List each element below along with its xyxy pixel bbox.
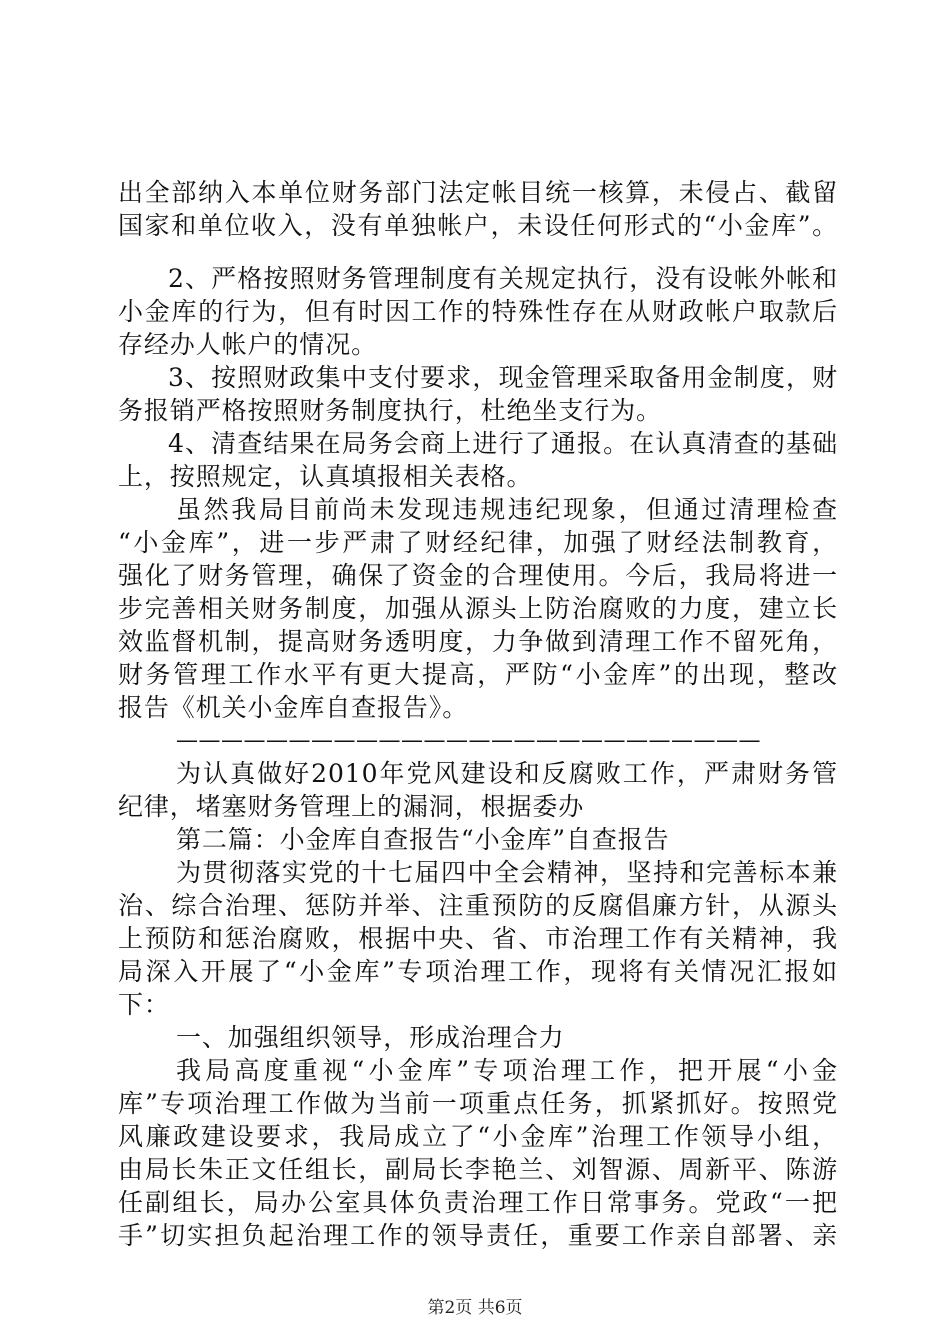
text-line: 强化了财务管理，确保了资金的合理使用。今后，我局将进一 [118, 561, 838, 590]
paragraph-start: 2、严格按照财务管理制度有关规定执行，没有设帐外帐和 [168, 264, 838, 293]
text-line: 任副组长，局办公室具体负责治理工作日常事务。党政“一把 [118, 1188, 838, 1217]
text-line: 上预防和惩治腐败，根据中央、省、市治理工作有关精神，我 [118, 924, 838, 953]
text-line: 国家和单位收入，没有单独帐户，未设任何形式的“小金库”。 [118, 211, 838, 240]
text-line: 报告《机关小金库自查报告》。 [118, 693, 469, 722]
text-line: 上，按照规定，认真填报相关表格。 [118, 462, 533, 491]
paragraph-gap [118, 242, 838, 262]
paragraph-start: 为认真做好2010年党风建设和反腐败工作，严肃财务管 [176, 759, 838, 788]
paragraph-start: 3、按照财政集中支付要求，现金管理采取备用金制度，财 [168, 363, 838, 392]
text-line: 纪律，堵塞财务管理上的漏洞，根据委办 [118, 792, 585, 821]
document-body [118, 176, 838, 1252]
text-line: 由局长朱正文任组长，副局长李艳兰、刘智源、周新平、陈游 [118, 1155, 838, 1184]
text-line: 库”专项治理工作做为当前一项重点任务，抓紧抓好。按照党 [118, 1089, 838, 1118]
subsection-heading: 一、加强组织领导，形成治理合力 [176, 1023, 565, 1052]
text-line: 风廉政建设要求，我局成立了“小金库”治理工作领导小组， [118, 1122, 838, 1151]
paragraph-start: 我局高度重视“小金库”专项治理工作，把开展“小金 [176, 1056, 838, 1085]
text-line: 步完善相关财务制度，加强从源头上防治腐败的力度，建立长 [118, 594, 838, 623]
page-number-footer: 第2页 共6页 [427, 1298, 523, 1318]
text-line: 治、综合治理、惩防并举、注重预防的反腐倡廉方针，从源头 [118, 891, 838, 920]
text-line: 存经办人帐户的情况。 [118, 330, 378, 359]
separator-line: —————————————————————————— [176, 728, 761, 753]
text-line: 局深入开展了“小金库”专项治理工作，现将有关情况汇报如 [118, 957, 838, 986]
paragraph-start: 4、清查结果在局务会商上进行了通报。在认真清查的基础 [168, 429, 838, 458]
text-line: 出全部纳入本单位财务部门法定帐目统一核算，未侵占、截留 [118, 178, 838, 207]
paragraph-start: 虽然我局目前尚未发现违规违纪现象，但通过清理检查 [176, 495, 838, 524]
text-line: 效监督机制，提高财务透明度，力争做到清理工作不留死角， [118, 627, 838, 656]
text-line: 下： [118, 990, 170, 1019]
text-line: 财务管理工作水平有更大提高，严防“小金库”的出现，整改 [118, 660, 838, 689]
text-line: 务报销严格按照财务制度执行，杜绝坐支行为。 [118, 396, 662, 425]
section-heading: 第二篇：小金库自查报告“小金库”自查报告 [176, 825, 670, 854]
text-line: 手”切实担负起治理工作的领导责任，重要工作亲自部署、亲 [118, 1221, 838, 1250]
text-line: “小金库”，进一步严肃了财经纪律，加强了财经法制教育， [118, 528, 838, 557]
paragraph-start: 为贯彻落实党的十七届四中全会精神，坚持和完善标本兼 [176, 858, 838, 887]
text-line: 小金库的行为，但有时因工作的特殊性存在从财政帐户取款后 [118, 297, 838, 326]
